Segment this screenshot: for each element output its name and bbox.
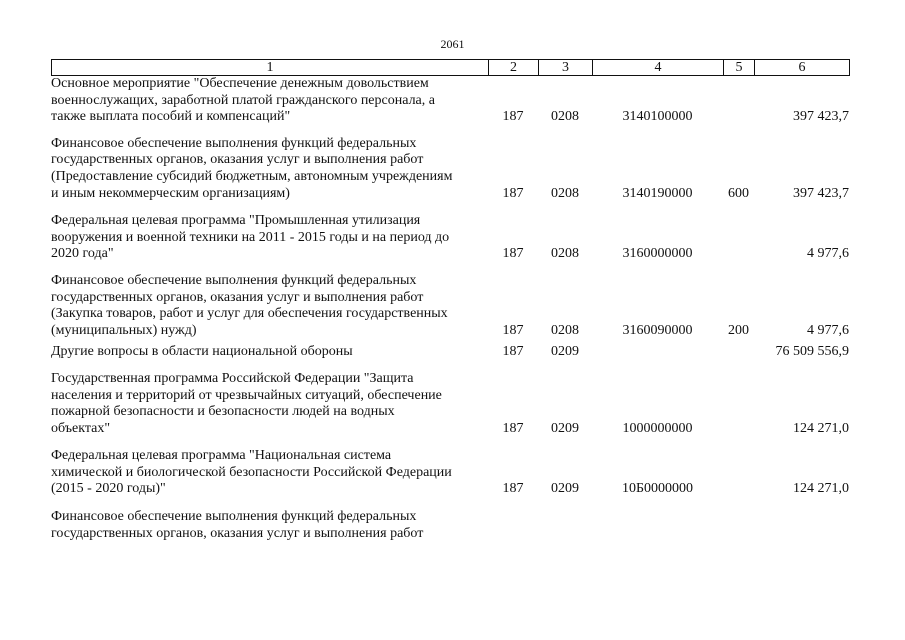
description-line: Финансовое обеспечение выполнения функций федеральных [51, 272, 417, 288]
header-cell-6: 6 [755, 60, 850, 76]
column-number-header [51, 59, 850, 76]
amount: 397 423,7 [793, 185, 849, 201]
header-cell-4: 4 [593, 60, 724, 76]
ministry-code: 187 [502, 481, 524, 497]
description-line: объектах" [51, 420, 111, 436]
header-cell-1: 1 [52, 60, 489, 76]
target-article-code: 1000000000 [622, 420, 693, 436]
header-cell-3: 3 [539, 60, 593, 76]
table-row [51, 136, 849, 202]
table-row [51, 273, 849, 339]
section-code: 0208 [551, 246, 579, 262]
section-code: 0209 [551, 420, 579, 436]
header-row [52, 60, 850, 76]
section-code: 0208 [551, 109, 579, 125]
description-line: Другие вопросы в области национальной обороны [51, 344, 353, 360]
budget-table-body [51, 76, 849, 542]
description-line: вооружения и военной техники на 2011 - 2015 годы и на период до [51, 229, 450, 245]
amount: 124 271,0 [793, 420, 849, 436]
row-description [51, 371, 488, 437]
description-line: пожарной безопасности и безопасности людей на водных [51, 404, 395, 420]
expense-type-code: 200 [728, 322, 749, 338]
table-row [51, 448, 849, 498]
description-line: (Закупка товаров, работ и услуг для обеспечения государственных [51, 306, 448, 322]
section-code: 0209 [551, 344, 579, 360]
row-description [51, 136, 488, 202]
target-article-code: 3140100000 [622, 109, 693, 125]
section-code: 0208 [551, 322, 579, 338]
description-line: Государственная программа Российской Федерации "Защита [51, 370, 414, 386]
header-cell-5: 5 [724, 60, 755, 76]
description-line: населения и территорий от чрезвычайных ситуаций, обеспечение [51, 387, 442, 403]
ministry-code: 187 [502, 246, 524, 262]
description-line: и иным некоммерческим организациям) [51, 185, 290, 201]
row-description [51, 448, 488, 498]
ministry-code: 187 [502, 344, 524, 360]
table-row [51, 213, 849, 263]
ministry-code: 187 [502, 109, 524, 125]
amount: 4 977,6 [807, 322, 849, 338]
row-description [51, 273, 488, 339]
row-description [51, 509, 488, 542]
row-description [51, 213, 488, 263]
target-article-code: 3160090000 [622, 322, 693, 338]
target-article-code: 3160000000 [622, 246, 693, 262]
table-row [51, 509, 849, 542]
description-line: государственных органов, оказания услуг и выполнения работ [51, 525, 424, 541]
description-line: (муниципальных) нужд) [51, 322, 197, 338]
table-row [51, 76, 849, 126]
description-line: Финансовое обеспечение выполнения функций федеральных [51, 135, 417, 151]
section-code: 0208 [551, 185, 579, 201]
table-row [51, 344, 849, 361]
section-code: 0209 [551, 481, 579, 497]
description-line: 2020 года" [51, 246, 114, 262]
header-cell-2: 2 [489, 60, 539, 76]
amount: 124 271,0 [793, 481, 849, 497]
ministry-code: 187 [502, 322, 524, 338]
table-row [51, 371, 849, 437]
description-line: химической и биологической безопасности Российской Федерации [51, 464, 452, 480]
description-line: также выплата пособий и компенсаций" [51, 109, 291, 125]
target-article-code: 10Б0000000 [621, 481, 694, 497]
row-description [51, 76, 488, 126]
description-line: государственных органов, оказания услуг и выполнения работ [51, 289, 424, 305]
description-line: военнослужащих, заработной платой гражданского персонала, а [51, 92, 435, 108]
description-line: Федеральная целевая программа "Национальная система [51, 448, 392, 464]
description-line: (2015 - 2020 годы)" [51, 481, 166, 497]
row-description [51, 344, 488, 361]
amount: 4 977,6 [807, 246, 849, 262]
description-line: Федеральная целевая программа "Промышленная утилизация [51, 213, 421, 229]
expense-type-code: 600 [728, 185, 749, 201]
ministry-code: 187 [502, 420, 524, 436]
description-line: Финансовое обеспечение выполнения функций федеральных [51, 509, 417, 525]
amount: 76 509 556,9 [775, 344, 849, 360]
amount: 397 423,7 [793, 109, 849, 125]
target-article-code: 3140190000 [622, 185, 693, 201]
description-line: Основное мероприятие "Обеспечение денежным довольствием [51, 76, 429, 91]
description-line: (Предоставление субсидий бюджетным, автономным учреждениям [51, 168, 453, 184]
description-line: государственных органов, оказания услуг и выполнения работ [51, 152, 424, 168]
page-number: 2061 [440, 37, 465, 51]
ministry-code: 187 [502, 185, 524, 201]
